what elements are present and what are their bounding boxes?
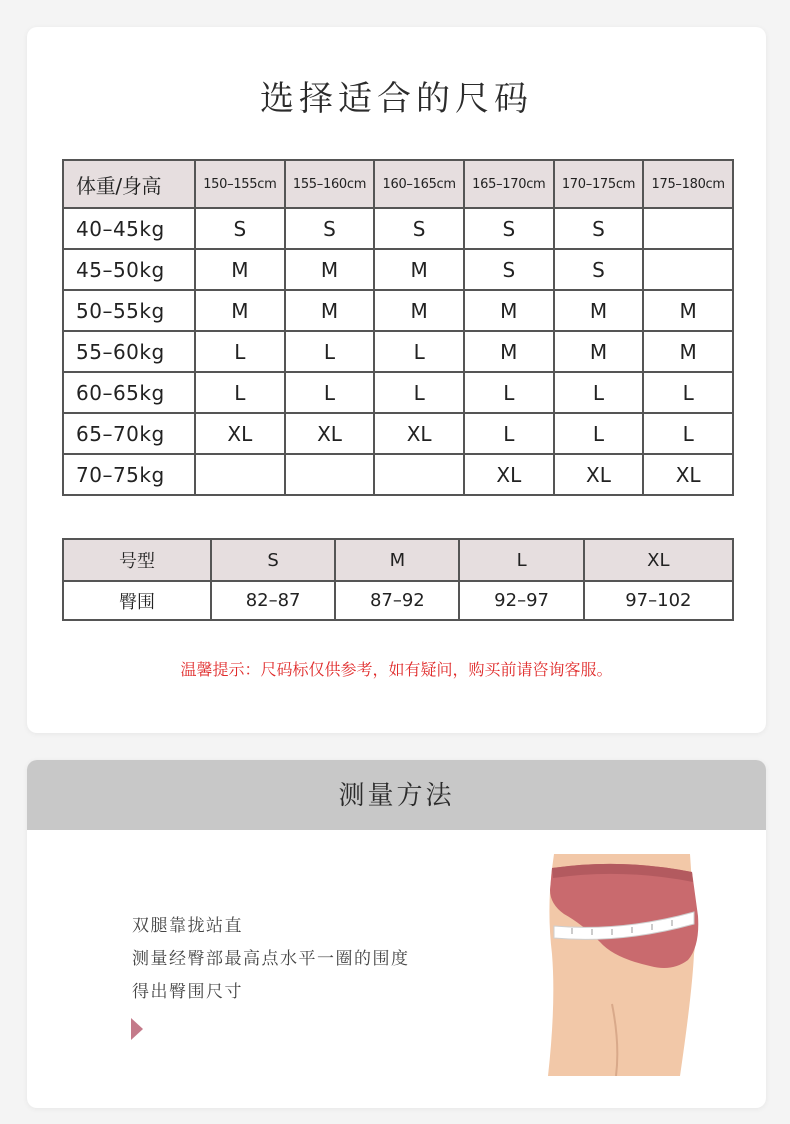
size-cell: L (554, 372, 644, 413)
measure-step: 双腿靠拢站直 (132, 916, 243, 936)
hip-measure-illustration (542, 854, 702, 1076)
table-row (63, 290, 733, 331)
size-cell: M (285, 290, 375, 331)
size-cell: M (374, 249, 464, 290)
measure-steps (132, 910, 410, 1009)
play-arrow-icon (131, 1018, 143, 1040)
size-chart-card (27, 27, 766, 733)
measure-step: 测量经臀部最高点水平一圈的围度 (132, 949, 410, 969)
height-header: 160–165cm (374, 160, 464, 208)
size-cell: M (464, 331, 554, 372)
size-cell (643, 208, 733, 249)
corner-label: 体重/身高 (63, 160, 195, 208)
size-header: M (335, 539, 459, 581)
measure-card (27, 760, 766, 1108)
table-row (63, 413, 733, 454)
size-cell: XL (464, 454, 554, 495)
weight-label: 65–70kg (63, 413, 195, 454)
size-cell: S (374, 208, 464, 249)
size-cell: S (285, 208, 375, 249)
height-header: 170–175cm (554, 160, 644, 208)
hip-label: 臀围 (63, 581, 211, 620)
size-cell: M (554, 290, 644, 331)
size-cell (643, 249, 733, 290)
size-cell (285, 454, 375, 495)
size-cell: M (464, 290, 554, 331)
size-cell: XL (374, 413, 464, 454)
size-cell: S (464, 249, 554, 290)
size-cell (374, 454, 464, 495)
hip-table (62, 538, 734, 621)
size-cell: L (195, 372, 285, 413)
hip-cell: 92–97 (459, 581, 583, 620)
table-row (63, 249, 733, 290)
size-cell: XL (643, 454, 733, 495)
size-cell: L (643, 413, 733, 454)
measure-step: 得出臀围尺寸 (132, 982, 243, 1002)
size-cell: M (643, 331, 733, 372)
table-row (63, 454, 733, 495)
weight-label: 45–50kg (63, 249, 195, 290)
size-header: L (459, 539, 583, 581)
measure-title: 测量方法 (27, 760, 766, 830)
size-cell (195, 454, 285, 495)
size-cell: XL (554, 454, 644, 495)
size-cell: M (643, 290, 733, 331)
size-cell: M (554, 331, 644, 372)
size-table (62, 159, 734, 496)
size-cell: L (195, 331, 285, 372)
weight-label: 60–65kg (63, 372, 195, 413)
height-header: 165–170cm (464, 160, 554, 208)
weight-label: 55–60kg (63, 331, 195, 372)
page-title: 选择适合的尺码 (260, 79, 533, 119)
size-cell: L (643, 372, 733, 413)
size-cell: M (195, 290, 285, 331)
hip-cell: 97–102 (584, 581, 733, 620)
weight-label: 70–75kg (63, 454, 195, 495)
size-cell: L (285, 372, 375, 413)
size-cell: S (195, 208, 285, 249)
table-row (63, 331, 733, 372)
height-header: 155–160cm (285, 160, 375, 208)
size-cell: XL (195, 413, 285, 454)
weight-label: 50–55kg (63, 290, 195, 331)
size-cell: L (374, 331, 464, 372)
hip-cell: 87–92 (335, 581, 459, 620)
hip-table-header-row (63, 539, 733, 581)
weight-label: 40–45kg (63, 208, 195, 249)
table-row (63, 372, 733, 413)
size-cell: L (554, 413, 644, 454)
size-cell: L (285, 331, 375, 372)
table-row (63, 581, 733, 620)
table-row (63, 208, 733, 249)
size-cell: M (195, 249, 285, 290)
size-header: XL (584, 539, 733, 581)
size-tip: 温馨提示：尺码标仅供参考，如有疑问，购买前请咨询客服。 (180, 660, 613, 679)
size-cell: S (464, 208, 554, 249)
size-cell: L (464, 413, 554, 454)
size-cell: L (374, 372, 464, 413)
size-cell: S (554, 249, 644, 290)
hip-cell: 82–87 (211, 581, 335, 620)
height-header: 150–155cm (195, 160, 285, 208)
size-cell: M (285, 249, 375, 290)
size-cell: XL (285, 413, 375, 454)
height-header: 175–180cm (643, 160, 733, 208)
size-cell: L (464, 372, 554, 413)
size-cell: M (374, 290, 464, 331)
size-header: S (211, 539, 335, 581)
size-table-header-row (63, 160, 733, 208)
size-type-label: 号型 (63, 539, 211, 581)
size-cell: S (554, 208, 644, 249)
